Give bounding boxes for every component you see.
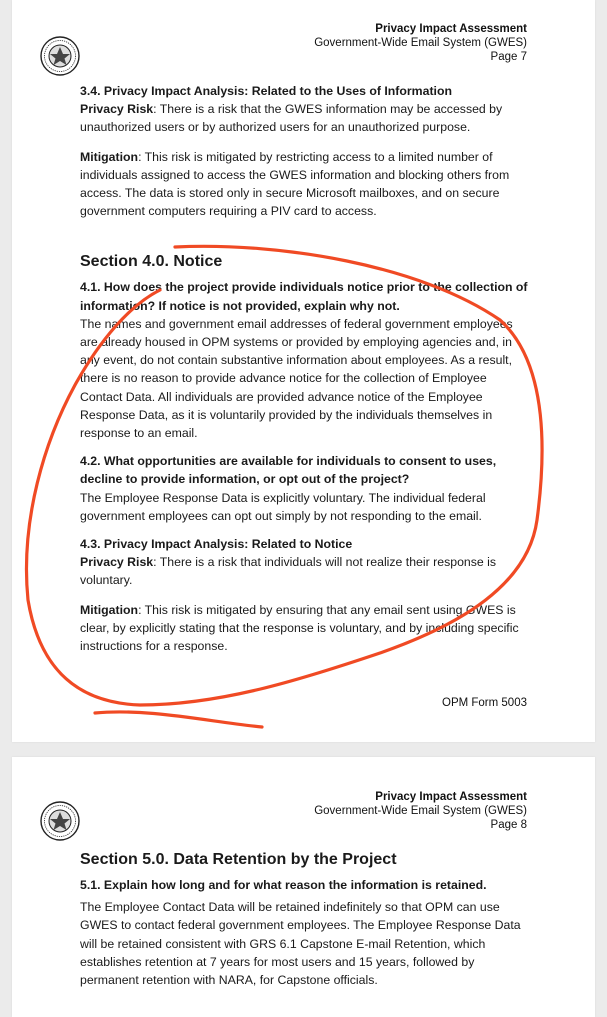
mitigation-text: : This risk is mitigated by ensuring that any email sent using GWES is clear, by explicitly stating that the response is voluntary, and by including specific instructions for a response. bbox=[80, 602, 519, 654]
mitigation-label: Mitigation bbox=[80, 149, 139, 164]
heading-4-3: 4.3. Privacy Impact Analysis: Related to Notice bbox=[80, 537, 353, 552]
paragraph-4-3-risk bbox=[80, 553, 530, 589]
question-4-2: 4.2. What opportunities are available for individuals to consent to uses, decline to provide information, or opt out of the project? bbox=[80, 454, 497, 487]
paragraph-3-4-mitigation bbox=[80, 148, 530, 221]
opm-seal-icon bbox=[40, 36, 80, 76]
header-system: Government-Wide Email System (GWES) bbox=[314, 805, 527, 817]
paragraph-4-3-mitigation bbox=[80, 601, 530, 656]
document-page-7 bbox=[12, 0, 595, 742]
page-8-body bbox=[80, 850, 530, 989]
mitigation-text: : This risk is mitigated by restricting access to a limited number of individuals assigned to access the GWES information and blocking others from access. The data is stored only in secure Microsoft mailboxes, and on secure government computers requiring a PIV card to access. bbox=[80, 149, 510, 219]
page-number: Page 8 bbox=[490, 819, 527, 831]
answer-4-2: The Employee Response Data is explicitly voluntary. The individual federal government employees can opt out simply by not responding to the email. bbox=[80, 490, 486, 523]
answer-4-1: The names and government email addresses of federal government employees are already housed in OPM systems or provided by employing agencies and, in any event, do not contain substantive information about employees. As a result, there is no reason to provide advance notice for the collection of Employee Contact Data. All individuals are provided advance notice of the Employee Response Data, as it is voluntarily provided by the individuals themselves in response to an email. bbox=[80, 316, 513, 441]
privacy-risk-text: : There is a risk that the GWES information may be accessed by unauthorized users or by authorized users for an unauthorized purpose. bbox=[80, 102, 503, 135]
section-5-title: Section 5.0. Data Retention by the Project bbox=[80, 851, 397, 868]
header-title: Privacy Impact Assessment bbox=[375, 23, 527, 35]
privacy-risk-label: Privacy Risk bbox=[80, 102, 154, 117]
form-footer: OPM Form 5003 bbox=[442, 697, 527, 709]
page-number: Page 7 bbox=[490, 51, 527, 63]
page-7-body bbox=[80, 82, 530, 655]
paragraph-3-4-risk bbox=[80, 100, 530, 136]
header-title: Privacy Impact Assessment bbox=[375, 791, 527, 803]
header-system: Government-Wide Email System (GWES) bbox=[314, 37, 527, 49]
document-page-8 bbox=[12, 757, 595, 1017]
mitigation-label: Mitigation bbox=[80, 602, 139, 617]
opm-seal-icon bbox=[40, 801, 80, 841]
question-5-1: 5.1. Explain how long and for what reason the information is retained. bbox=[80, 878, 487, 892]
heading-3-4: 3.4. Privacy Impact Analysis: Related to the Uses of Information bbox=[80, 84, 452, 98]
page-header bbox=[314, 22, 527, 64]
privacy-risk-text: : There is a risk that individuals will not realize their response is voluntary. bbox=[80, 555, 497, 588]
privacy-risk-label: Privacy Risk bbox=[80, 555, 154, 570]
page-header bbox=[314, 790, 527, 832]
section-4-title: Section 4.0. Notice bbox=[80, 253, 223, 271]
answer-5-1: The Employee Contact Data will be retained indefinitely so that OPM can use GWES to contact federal government employees. The Employee Response Data will be retained consistent with GRS 6.1 Capstone E-mail Retention, which establishes retention at 7 years for most users and 15 years, followed by permanent retention with NARA, for Capstone officials. bbox=[80, 900, 521, 988]
question-4-1: 4.1. How does the project provide individuals notice prior to the collection of information? If notice is not provided, explain why not. bbox=[80, 280, 528, 313]
